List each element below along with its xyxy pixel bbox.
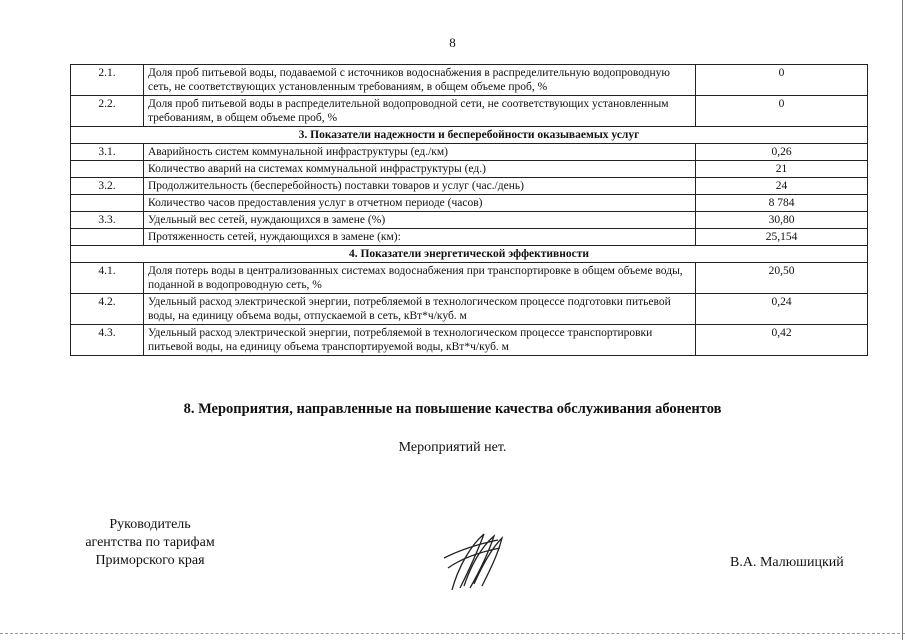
row-number [71,195,144,212]
table-row [71,229,868,246]
table-row [71,195,868,212]
section-title: 3. Показатели надежности и бесперебойности оказываемых услуг [71,127,868,144]
indicator-value: 0,42 [696,325,868,356]
signer-title-line: Приморского края [95,553,205,568]
indicator-value: 0,24 [696,294,868,325]
scan-edge-line [0,633,905,634]
indicator-value: 25,154 [696,229,868,246]
row-number: 4.3. [71,325,144,356]
indicators-table [70,64,868,356]
row-number: 2.1. [71,65,144,96]
table-row [71,263,868,294]
table-row [71,178,868,195]
section-title-row [71,127,868,144]
row-number [71,229,144,246]
indicator-value: 0 [696,96,868,127]
indicator-value: 0,26 [696,144,868,161]
table-row [71,294,868,325]
indicator-value: 20,50 [696,263,868,294]
indicator-name: Доля потерь воды в централизованных системах водоснабжения при транспортировке в общем объеме воды, поданной в водопроводную сеть, % [144,263,696,294]
page-number: 8 [449,35,456,50]
indicator-value: 21 [696,161,868,178]
signer-name: В.А. Малюшицкий [730,555,844,570]
indicator-value: 0 [696,65,868,96]
row-number: 2.2. [71,96,144,127]
row-number: 3.2. [71,178,144,195]
measures-heading: 8. Мероприятия, направленные на повышение качества обслуживания абонентов [183,401,722,417]
indicator-name: Доля проб питьевой воды, подаваемой с источников водоснабжения в распределительную водопроводную сеть, не соответствующих установленным требованиям, в общем объеме проб, % [144,65,696,96]
indicator-name: Продолжительность (бесперебойность) поставки товаров и услуг (час./день) [144,178,696,195]
indicator-name: Протяженность сетей, нуждающихся в замене (км): [144,229,696,246]
table-row [71,161,868,178]
table-row [71,65,868,96]
table-row [71,144,868,161]
table-row [71,96,868,127]
indicator-name: Удельный вес сетей, нуждающихся в замене (%) [144,212,696,229]
indicator-value: 8 784 [696,195,868,212]
no-measures-text: Мероприятий нет. [398,440,507,455]
indicator-name: Количество часов предоставления услуг в отчетном периоде (часов) [144,195,696,212]
row-number [71,161,144,178]
indicator-name: Доля проб питьевой воды в распределительной водопроводной сети, не соответствующих установленным требованиям, в общем объеме проб, % [144,96,696,127]
section-title: 4. Показатели энергетической эффективности [71,246,868,263]
indicator-name: Удельный расход электрической энергии, потребляемой в технологическом процессе транспортировки питьевой воды, на единицу объема транспортируемой воды, кВт*ч/куб. м [144,325,696,356]
section-title-row [71,246,868,263]
table-row [71,212,868,229]
indicator-value: 30,80 [696,212,868,229]
signer-title-line: агентства по тарифам [85,535,215,550]
row-number: 3.3. [71,212,144,229]
signer-title [65,516,235,570]
table-row [71,325,868,356]
handwritten-signature [440,528,510,598]
scan-side-line [902,0,903,640]
row-number: 3.1. [71,144,144,161]
indicator-value: 24 [696,178,868,195]
indicator-name: Удельный расход электрической энергии, потребляемой в технологическом процессе подготовки питьевой воды, на единицу объема воды, отпускаемой в сеть, кВт*ч/куб. м [144,294,696,325]
row-number: 4.2. [71,294,144,325]
signer-title-line: Руководитель [109,517,191,532]
row-number: 4.1. [71,263,144,294]
indicator-name: Аварийность систем коммунальной инфраструктуры (ед./км) [144,144,696,161]
indicator-name: Количество аварий на системах коммунальной инфраструктуры (ед.) [144,161,696,178]
